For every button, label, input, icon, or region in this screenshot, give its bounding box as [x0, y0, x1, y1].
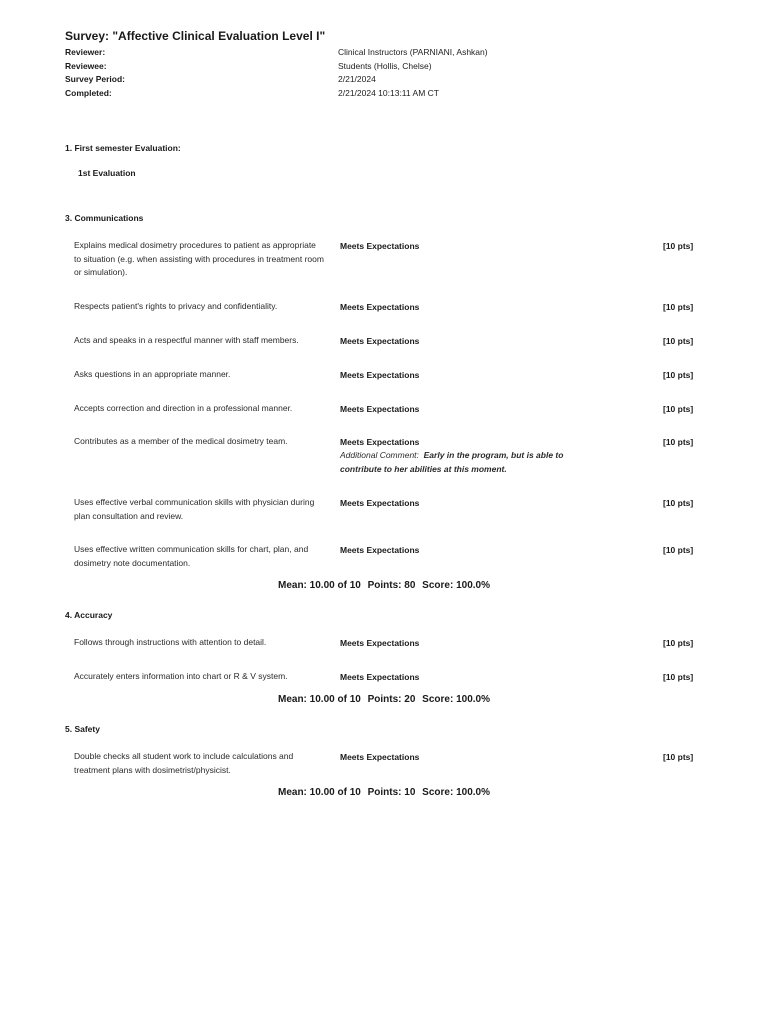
question-text: Accurately enters information into chart or R & V system.	[74, 671, 288, 681]
additional-comment-label: Additional Comment:	[340, 450, 419, 460]
question-points: [10 pts]	[663, 336, 694, 346]
survey-title: Survey: "Affective Clinical Evaluation Level I"	[65, 29, 326, 43]
summary-score: Score: 100.0%	[422, 694, 490, 705]
summary-mean: Mean: 10.00 of 10	[278, 787, 361, 798]
question-text: Explains medical dosimetry procedures to patient as appropriate to situation (e.g. when assisting with procedures in treatment room or simulation).	[74, 240, 324, 277]
summary-mean: Mean: 10.00 of 10	[278, 694, 361, 705]
question-text: Uses effective written communication skills for chart, plan, and dosimetry note documentation.	[74, 544, 309, 568]
question-points: [10 pts]	[663, 437, 694, 447]
summary-points: Points: 20	[367, 694, 416, 705]
completed-value: 2/21/2024 10:13:11 AM CT	[338, 88, 439, 98]
question-rating: Meets Expectations	[340, 336, 420, 346]
question-text: Respects patient's rights to privacy and confidentiality.	[74, 301, 278, 311]
summary-score: Score: 100.0%	[422, 787, 490, 798]
question-text: Follows through instructions with attention to detail.	[74, 637, 267, 647]
additional-comment-text: Early in the program, but is able to contribute to her abilities at this moment.	[340, 450, 564, 474]
question-text: Contributes as a member of the medical dosimetry team.	[74, 436, 288, 446]
question-rating: Meets Expectations	[340, 437, 420, 447]
question-rating: Meets Expectations	[340, 752, 420, 762]
communications-summary	[0, 580, 768, 591]
question-rating: Meets Expectations	[340, 545, 420, 555]
question-text: Uses effective verbal communication skills with physician during plan consultation and review.	[74, 497, 315, 521]
section-accuracy-heading: 4. Accuracy	[65, 610, 113, 620]
accuracy-summary	[0, 694, 768, 705]
question-rating: Meets Expectations	[340, 241, 420, 251]
question-rating: Meets Expectations	[340, 498, 420, 508]
question-points: [10 pts]	[663, 404, 694, 414]
question-points: [10 pts]	[663, 672, 694, 682]
completed-label: Completed:	[65, 88, 112, 98]
safety-summary	[0, 787, 768, 798]
question-rating: Meets Expectations	[340, 302, 420, 312]
question-points: [10 pts]	[663, 752, 694, 762]
summary-mean: Mean: 10.00 of 10	[278, 580, 361, 591]
reviewer-value: Clinical Instructors (PARNIANI, Ashkan)	[338, 47, 488, 57]
question-text: Acts and speaks in a respectful manner with staff members.	[74, 335, 299, 345]
summary-score: Score: 100.0%	[422, 580, 490, 591]
question-rating: Meets Expectations	[340, 404, 420, 414]
question-points: [10 pts]	[663, 545, 694, 555]
question-rating: Meets Expectations	[340, 672, 420, 682]
additional-comment	[340, 449, 600, 476]
question-points: [10 pts]	[663, 241, 694, 251]
section-communications-heading: 3. Communications	[65, 213, 144, 223]
question-points: [10 pts]	[663, 370, 694, 380]
survey-period-value: 2/21/2024	[338, 74, 376, 84]
question-text: Accepts correction and direction in a professional manner.	[74, 403, 293, 413]
first-evaluation-answer: 1st Evaluation	[78, 168, 136, 178]
reviewee-label: Reviewee:	[65, 61, 107, 71]
reviewer-label: Reviewer:	[65, 47, 106, 57]
question-points: [10 pts]	[663, 302, 694, 312]
question-rating: Meets Expectations	[340, 370, 420, 380]
question-points: [10 pts]	[663, 498, 694, 508]
section-first-semester-heading: 1. First semester Evaluation:	[65, 143, 181, 153]
question-rating: Meets Expectations	[340, 638, 420, 648]
reviewee-value: Students (Hollis, Chelse)	[338, 61, 432, 71]
question-points: [10 pts]	[663, 638, 694, 648]
survey-period-label: Survey Period:	[65, 74, 125, 84]
question-text: Asks questions in an appropriate manner.	[74, 369, 231, 379]
question-text: Double checks all student work to include calculations and treatment plans with dosimetrist/physicist.	[74, 751, 294, 775]
section-safety-heading: 5. Safety	[65, 724, 100, 734]
summary-points: Points: 80	[367, 580, 416, 591]
summary-points: Points: 10	[367, 787, 416, 798]
